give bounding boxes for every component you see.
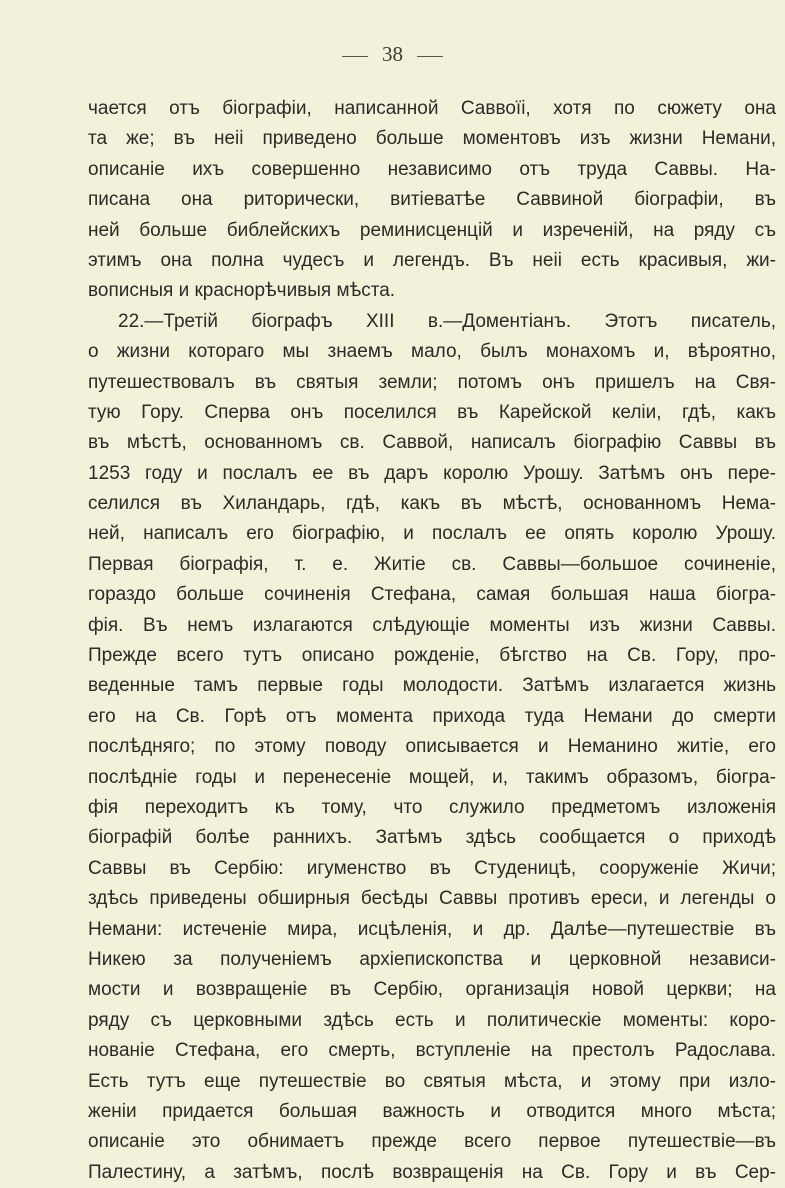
text-line: вописныя и краснорѣчивыя мѣста. bbox=[88, 280, 396, 302]
dash-left bbox=[342, 56, 368, 57]
text-line: здѣсь приведены обширныя бесѣды Саввы противъ ереси, и легенды о bbox=[88, 888, 776, 910]
text-line: веденные тамъ первые годы молодости. Затѣмъ излагается жизнь bbox=[88, 675, 776, 697]
text-line: тую Гору. Сперва онъ поселился въ Карейской келіи, гдѣ, какъ bbox=[88, 401, 776, 423]
text-line: селился въ Хиландарь, гдѣ, какъ въ мѣстѣ, основанномъ Нема- bbox=[88, 493, 776, 515]
text-line: мости и возвращеніе въ Сербію, организація новой церкви; на bbox=[88, 979, 776, 1001]
text-line: описаніе ихъ совершенно независимо отъ труда Саввы. На- bbox=[88, 158, 776, 180]
text-line: 1253 году и послалъ ее въ даръ королю Урошу. Затѣмъ онъ пере- bbox=[88, 462, 776, 484]
text-line: Первая біографія, т. е. Житіе св. Саввы—большое сочиненіе, bbox=[88, 553, 776, 575]
text-line: Немани: истеченіе мира, исцѣленія, и др. Далѣе—путешествіе въ bbox=[88, 918, 776, 940]
text-line: ней больше библейскихъ реминисценцій и изреченій, на ряду съ bbox=[88, 219, 776, 241]
text-line: Палестину, а затѣмъ, послѣ возвращенія на Св. Гору и въ Сер- bbox=[88, 1161, 776, 1183]
text-line: послѣдняго; по этому поводу описывается и Неманино житіе, его bbox=[88, 736, 776, 758]
text-line: этимъ она полна чудесъ и легендъ. Въ неіі есть красивыя, жи- bbox=[88, 249, 776, 271]
text-line: нованіе Стефана, его смерть, вступленіе на престолъ Радослава. bbox=[88, 1040, 776, 1062]
page-number-value: 38 bbox=[382, 42, 403, 66]
body-text bbox=[88, 94, 776, 1188]
text-line: Есть тутъ еще путешествіе во святыя мѣста, и этому при изло- bbox=[88, 1070, 776, 1092]
text-line: путешествовалъ въ святыя земли; потомъ онъ пришелъ на Свя- bbox=[88, 371, 776, 393]
text-line: Прежде всего тутъ описано рожденіе, бѣгство на Св. Гору, про- bbox=[88, 645, 776, 667]
text-line: его на Св. Горѣ отъ момента прихода туда Немани до смерти bbox=[88, 705, 776, 727]
text-line: чается отъ біографіи, написанной Саввоїі, хотя по сюжету она bbox=[88, 98, 776, 119]
dash-right bbox=[417, 56, 443, 57]
text-line: о жизни котораго мы знаемъ мало, былъ монахомъ и, вѣроятно, bbox=[88, 341, 776, 363]
text-line: писана она риторически, витіеватѣе Саввиной біографіи, въ bbox=[88, 189, 776, 211]
text-line: въ мѣстѣ, основанномъ св. Саввой, написалъ біографію Саввы въ bbox=[88, 432, 776, 454]
text-line: Никею за полученіемъ архіепископства и церковной независи- bbox=[88, 948, 776, 970]
text-line: фія. Въ немъ излагаются слѣдующіе моменты изъ жизни Саввы. bbox=[88, 614, 776, 636]
text-line: послѣдніе годы и перенесеніе мощей, и, такимъ образомъ, біогра- bbox=[88, 766, 776, 788]
text-line: ней, написалъ его біографію, и послалъ ее опять королю Урошу. bbox=[88, 523, 776, 545]
text-line: 22.—Третій біографъ XIII в.—Доментіанъ. Этотъ писатель, bbox=[118, 310, 776, 332]
text-line: гораздо больше сочиненія Стефана, самая большая наша біогра- bbox=[88, 584, 776, 606]
text-line: женіи придается большая важность и отводится много мѣста; bbox=[88, 1100, 776, 1122]
text-line: та же; въ неіі приведено больше моментовъ изъ жизни Немани, bbox=[88, 128, 776, 150]
text-line: ряду съ церковными здѣсь есть и политическіе моменты: коро- bbox=[88, 1009, 776, 1031]
text-line: фія переходитъ къ тому, что служило предметомъ изложенія bbox=[88, 796, 776, 818]
text-line: Саввы въ Сербію: игуменство въ Студеницѣ, сооруженіе Жичи; bbox=[88, 857, 776, 879]
page-number bbox=[0, 42, 785, 67]
text-line: біографій болѣе раннихъ. Затѣмъ здѣсь сообщается о приходѣ bbox=[88, 827, 776, 849]
text-line: описаніе это обнимаетъ прежде всего первое путешествіе—въ bbox=[88, 1131, 776, 1153]
